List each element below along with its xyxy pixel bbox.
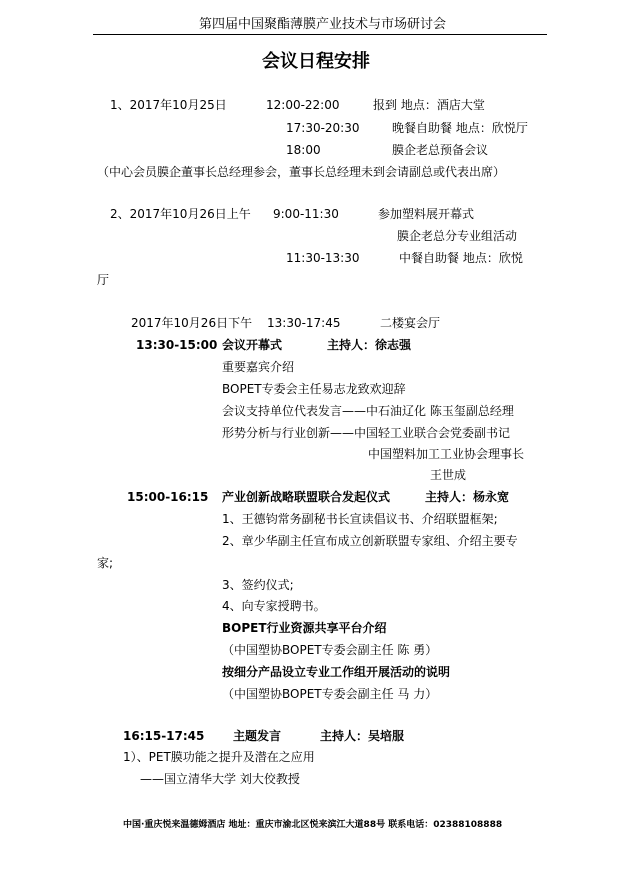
- session2-line-6: BOPET行业资源共享平台介绍: [222, 621, 387, 635]
- session3-host: 主持人：吴培服: [320, 729, 405, 743]
- session1-line-6: 王世成: [430, 468, 467, 482]
- session2-time: 15:00-16:15: [127, 490, 209, 504]
- session3-time: 16:15-17:45: [123, 729, 205, 743]
- session2-line-8: 按细分产品设立专业工作组开展活动的说明: [222, 665, 451, 679]
- day1-item-3-time: 18:00: [286, 143, 321, 157]
- day2am-item-3-desc: 中餐自助餐 地点：欣悦: [399, 251, 523, 265]
- session2-line-2: 2、章少华副主任宣布成立创新联盟专家组、介绍主要专: [222, 534, 518, 548]
- session1-line-2: BOPET专委会主任易志龙致欢迎辞: [222, 382, 406, 396]
- day1-item-1-desc: 报到 地点：酒店大堂: [373, 98, 485, 112]
- session1-line-5: 中国塑料加工工业协会理事长: [368, 447, 525, 461]
- session1-title: 会议开幕式: [222, 338, 283, 352]
- day1-item-1-time: 12:00-22:00: [266, 98, 340, 112]
- day1-item-2-time: 17:30-20:30: [286, 121, 360, 135]
- session2-title: 产业创新战略联盟联合发起仪式: [222, 490, 391, 504]
- session3-line-1: 1）、PET膜功能之提升及潜在之应用: [123, 750, 315, 764]
- day2am-item-1-desc: 参加塑料展开幕式: [378, 207, 475, 221]
- session1-time: 13:30-15:00: [136, 338, 218, 352]
- session2-line-5: 4、向专家授聘书。: [222, 599, 326, 613]
- day1-item-2-desc: 晚餐自助餐 地点：欣悦厅: [392, 121, 528, 135]
- session3-line-2: ——国立清华大学 刘大佼教授: [140, 772, 300, 786]
- session2-line-7: （中国塑协BOPET专委会副主任 陈 勇）: [222, 643, 438, 657]
- session1-line-3: 会议支持单位代表发言——中石油辽化 陈玉玺副总经理: [222, 404, 514, 418]
- session1-line-1: 重要嘉宾介绍: [222, 360, 295, 374]
- day1-date: 1、2017年10月25日: [110, 98, 227, 112]
- day2am-date: 2、2017年10月26日上午: [110, 207, 251, 221]
- day2am-item-3-time: 11:30-13:30: [286, 251, 360, 265]
- day2pm-time: 13:30-17:45: [267, 316, 341, 330]
- day2pm-venue: 二楼宴会厅: [380, 316, 441, 330]
- session2-line-4: 3、签约仪式;: [222, 578, 294, 592]
- session3-title: 主题发言: [233, 729, 282, 743]
- footer-info: 中国·重庆悦来温德姆酒店 地址：重庆市渝北区悦来滨江大道88号 联系电话：02388108888: [123, 820, 503, 830]
- session1-line-4: 形势分析与行业创新——中国轻工业联合会党委副书记: [222, 426, 511, 440]
- session2-host: 主持人：杨永宽: [425, 490, 510, 504]
- page-title: 会议日程安排: [262, 51, 370, 72]
- day2am-item-2-desc: 膜企老总分专业组活动: [397, 229, 518, 243]
- session2-line-1: 1、王德钧常务副秘书长宣读倡议书、介绍联盟框架;: [222, 512, 498, 526]
- header-title: 第四届中国聚酯薄膜产业技术与市场研讨会: [199, 17, 447, 32]
- day1-note: （中心会员膜企董事长总经理参会，董事长总经理未到会请副总或代表出席）: [97, 165, 506, 179]
- session2-line-9: （中国塑协BOPET专委会副主任 马 力）: [222, 687, 438, 701]
- day2pm-date: 2017年10月26日下午: [131, 316, 253, 330]
- day2am-wrap: 厅: [97, 273, 110, 287]
- session1-host: 主持人：徐志强: [327, 338, 412, 352]
- day2am-item-1-time: 9:00-11:30: [273, 207, 339, 221]
- header-rule: [93, 34, 547, 35]
- day1-item-3-desc: 膜企老总预备会议: [392, 143, 489, 157]
- session2-line-3: 家;: [97, 556, 114, 570]
